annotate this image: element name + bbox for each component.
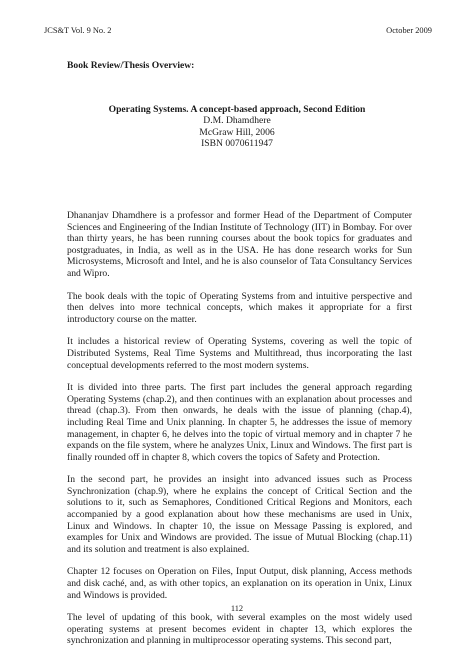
paragraph-part-two: In the second part, he provides an insight into advanced issues such as Process Synchronization (chap.9), where he explains the concept of Critical Section and the solutions to it, such as Semaphores, Conditioned Critical Regions and Monitors, each accompanied by a good explanation about how these mechanisms are used in Unix, Linux and Windows. In chapter 10, the issue on Message Passing is explored, and examples for Unix and Windows are provided. The issue of Mutual Blocking (chap.11) and its solution and treatment is also explained.	[67, 474, 412, 555]
paragraph-chapter-13: The level of updating of this book, with several examples on the most widely used operating systems at present becomes evident in chapter 13, which explores the synchronization and planning in multiprocessor operating systems. This second part,	[67, 612, 412, 647]
issue-date: October 2009	[386, 26, 432, 35]
paragraph-author-bio: Dhananjav Dhamdhere is a professor and former Head of the Department of Computer Sciences and Engineering of the Indian Institute of Technology (IIT) in Bombay. For over than thirty years, he has been running courses about the book topics for graduates and postgraduates, in India, as well as in the USA. He has done research works for Sun Microsystems, Microsoft and Intel, and he is also counselor of Tata Consultancy Services and Wipro.	[67, 210, 412, 279]
section-title: Book Review/Thesis Overview:	[67, 60, 195, 71]
paragraph-overview: The book deals with the topic of Operating Systems from and intuitive perspective and then delves into more technical concepts, which makes it appropriate for a first introductory course on the matter.	[67, 290, 412, 325]
book-publisher: McGraw Hill, 2006	[199, 126, 275, 138]
book-title: Operating Systems. A concept-based approach, Second Edition	[108, 104, 366, 115]
book-author: D.M. Dhamdhere	[203, 115, 271, 127]
book-isbn: ISBN 0070611947	[201, 138, 273, 150]
running-header	[44, 26, 432, 35]
paragraph-historical-review: It includes a historical review of Operating Systems, covering as well the topic of Distributed Systems, Real Time Systems and Multithread, thus incorporating the last conceptual developments referred to the most modern systems.	[67, 336, 412, 371]
review-body	[67, 210, 412, 658]
journal-volume: JCS&T Vol. 9 No. 2	[44, 26, 112, 35]
paragraph-part-one: It is divided into three parts. The first part includes the general approach regarding Operating Systems (chap.2), and then continues with an explanation about processes and thread (chap.3). From then onwards, he deals with the issue of planning (chap.4), including Real Time and Unix planning. In chapter 5, he addresses the issue of memory management, in chapter 6, he delves into the topic of virtual memory and in chapter 7 he expands on the file system, where he analyzes Unix, Linux and Windows. The first part is finally rounded off in chapter 8, which covers the topics of Safety and Protection.	[67, 382, 412, 463]
book-citation	[0, 104, 474, 150]
paragraph-chapter-12: Chapter 12 focuses on Operation on Files, Input Output, disk planning, Access methods and disk caché, and, as with other topics, an explanation on its operation in Unix, Linux and Windows is provided.	[67, 566, 412, 601]
page-number: 112	[230, 604, 244, 613]
